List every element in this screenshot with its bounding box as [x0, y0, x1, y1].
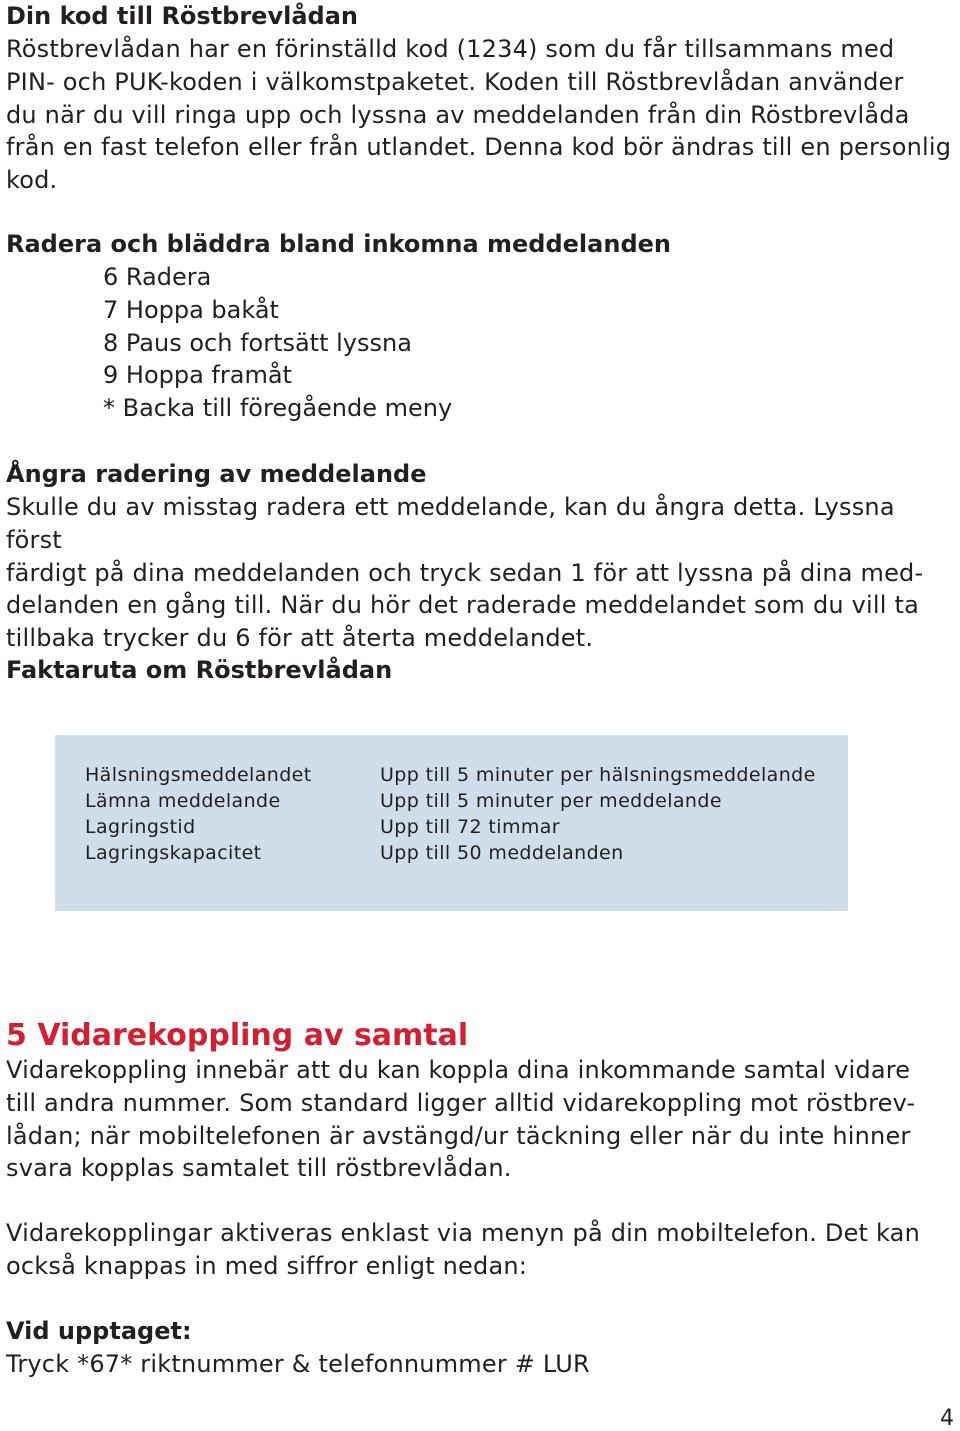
key-command-list: [6, 261, 671, 425]
fact-value: Upp till 5 minuter per meddelande: [380, 790, 722, 812]
paragraph-line: till andra nummer. Som standard ligger alltid vidarekoppling mot röstbrev-: [6, 1088, 916, 1117]
fact-value: Upp till 5 minuter per hälsningsmeddelande: [380, 764, 816, 786]
list-item: 9 Hoppa framåt: [103, 361, 292, 390]
list-item: 7 Hoppa bakåt: [103, 295, 279, 324]
fact-row: [85, 762, 816, 788]
fact-value: Upp till 72 timmar: [380, 816, 561, 838]
paragraph-line: delanden en gång till. När du hör det raderade meddelandet som du vill ta: [6, 591, 919, 620]
paragraph-line: färdigt på dina meddelanden och tryck sedan 1 för att lyssna på dina med-: [6, 558, 924, 587]
section-delete-browse: [6, 228, 671, 425]
fact-value: Upp till 50 meddelanden: [380, 842, 624, 864]
fact-row: [85, 814, 561, 840]
paragraph-line: PIN- och PUK-koden i välkomstpaketet. Koden till Röstbrevlådan använder: [6, 67, 904, 96]
fact-row: [85, 788, 722, 814]
paragraph-line: kod.: [6, 166, 58, 195]
list-item: 6 Radera: [103, 263, 212, 291]
fact-label: Hälsningsmeddelandet: [85, 764, 312, 786]
paragraph-line: lådan; när mobiltelefonen är avstängd/ur täckning eller när du inte hinner: [6, 1121, 911, 1150]
paragraph-line: Vidarekopplingar aktiveras enklast via menyn på din mobiltelefon. Det kan: [6, 1219, 920, 1248]
chapter-heading: 5 Vidarekoppling av samtal: [6, 1018, 469, 1053]
paragraph-line: från en fast telefon eller från utlandet. Denna kod bör ändras till en personlig: [6, 133, 952, 162]
paragraph-line: svara kopplas samtalet till röstbrevlådan.: [6, 1154, 512, 1183]
paragraph-line: Vidarekoppling innebär att du kan koppla dina inkommande samtal vidare: [6, 1056, 911, 1084]
instruction-line: Tryck *67* riktnummer & telefonnummer # LUR: [6, 1349, 590, 1378]
paragraph-line: Röstbrevlådan har en förinställd kod (1234) som du får tillsammans med: [6, 35, 895, 63]
paragraph-line: Skulle du av misstag radera ett meddelande, kan du ångra detta. Lyssna först: [6, 493, 895, 554]
list-item: * Backa till föregående meny: [103, 394, 453, 423]
paragraph-line: du när du vill ringa upp och lyssna av meddelanden från din Röstbrevlåda: [6, 100, 910, 129]
fact-label: Lagringskapacitet: [85, 842, 262, 864]
facts-heading: Faktaruta om Röstbrevlådan: [6, 656, 393, 684]
fact-box: [55, 735, 848, 911]
paragraph-line: tillbaka trycker du 6 för att återta meddelandet.: [6, 624, 594, 653]
page-number: 4: [940, 1406, 954, 1431]
fact-label: Lämna meddelande: [85, 790, 281, 812]
section-voicemail-code: [6, 0, 951, 197]
section-heading: Ångra radering av meddelande: [6, 460, 427, 488]
section-heading: Radera och bläddra bland inkomna meddelanden: [6, 230, 671, 258]
paragraph-line: också knappas in med siffror enligt nedan:: [6, 1251, 528, 1280]
fact-label: Lagringstid: [85, 816, 196, 838]
subheading: Vid upptaget:: [6, 1316, 192, 1345]
section-call-forwarding: [6, 1018, 954, 1381]
fact-row: [85, 840, 624, 866]
section-heading: Din kod till Röstbrevlådan: [6, 2, 358, 30]
section-undo-delete: [6, 458, 954, 655]
list-item: 8 Paus och fortsätt lyssna: [103, 328, 412, 357]
